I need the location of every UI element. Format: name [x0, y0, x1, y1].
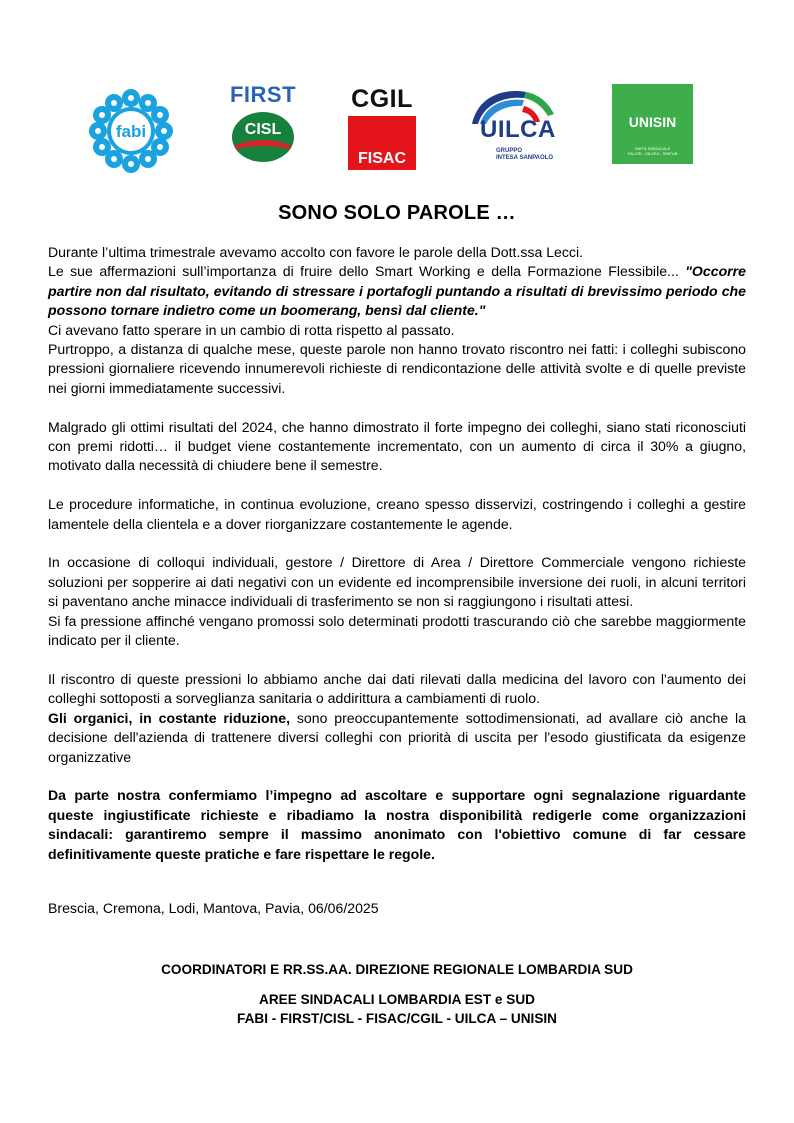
paragraph-spacer — [48, 476, 746, 495]
signature-line-3: FABI - FIRST/CISL - FISAC/CGIL - UILCA – UNISIN — [237, 1011, 557, 1026]
uilca-subtitle — [496, 148, 553, 162]
document-title: SONO SOLO PAROLE … — [278, 202, 516, 224]
unisin-subtitle — [612, 146, 693, 156]
unisin-logo — [612, 84, 693, 164]
unisin-subtitle-line1: UNITÀ SINDACALE — [634, 146, 671, 151]
quote-text: "Occorre partire non dal risultato, evitando di stressare i portafogli puntando a risultati di brevissimo periodo che possono tornare indietro come un boomerang, bensì dal cliente." — [48, 263, 746, 319]
unisin-logo-text: UNISIN — [628, 114, 677, 130]
unisin-subtitle-line2: FALCRI - SILCEA - SINFUB — [627, 151, 678, 156]
paragraph-quote-lead: Le sue affermazioni sull’importanza di fruire dello Smart Working e della Formazione Flessibile... — [48, 263, 686, 280]
uilca-logo-text: UILCA — [480, 116, 556, 143]
fabi-logo — [88, 88, 174, 174]
paragraph-products: Si fa pressione affinché vengano promossi solo determinati prodotti trascurando ciò che sarebbe maggiormente indicato per il cliente. — [48, 612, 746, 649]
paragraph-spacer — [48, 398, 746, 417]
paragraph-intro: Durante l’ultima trimestrale avevamo accolto con favore le parole della Dott.ssa Lecci. — [48, 244, 584, 260]
fabi-flower-icon — [88, 88, 174, 174]
paragraph-it-procedures: Le procedure informatiche, in continua evoluzione, creano spesso disservizi, costringendo i colleghi a gestire lamentele della clientela e a dover riorganizzare costantemente le agende. — [48, 496, 746, 532]
first-cisl-logo — [222, 82, 304, 168]
paragraph-hope: Ci avevano fatto sperare in un cambio di rotta rispetto al passato. — [48, 321, 455, 338]
paragraph-health: Il riscontro di queste pressioni lo abbiamo anche dai dati rilevati dalla medicina del lavoro con l'aumento dei colleghi sottoposti a sorveglianza sanitaria o addirittura a cambiamenti di ruolo. — [48, 670, 746, 707]
uilca-subtitle-line2: INTESA SANPAOLO — [496, 155, 554, 161]
staffing-text: sono preoccupantemente sottodimensionati, ad avallare ciò anche la decisione dell'azienda di trattenere diversi colleghi con priorità di uscita per l'esodo giustificata da esigenze organizzative — [48, 709, 747, 765]
paragraph-commitment: Da parte nostra confermiamo l’impegno ad ascoltare e supportare ogni segnalazione riguardante queste ingiustificate richieste e ribadiamo la nostra disponibilità redigerle come organizzazioni sindacali: garantiremo sempre il massimo anonimato con l'obiettivo comune di far cessare definitivamente queste pratiche e fare rispettare le regole. — [48, 787, 746, 862]
fisac-red-box — [348, 116, 416, 170]
paragraph-spacer — [48, 534, 746, 553]
paragraph-spacer — [48, 767, 746, 786]
cisl-logo-text: CISL — [244, 121, 282, 138]
cgil-logo-text: CGIL — [351, 85, 413, 113]
paragraph-staffing — [48, 709, 746, 767]
fisac-logo-text: FISAC — [358, 150, 406, 167]
staffing-bold: Gli organici, in costante riduzione, — [48, 709, 290, 726]
cisl-circle — [232, 112, 294, 162]
paragraph-pressures: Purtroppo, a distanza di qualche mese, queste parole non hanno trovato riscontro nei fatti: i colleghi subiscono pressioni giornaliere ricevendo innumerevoli richieste di rendicontazione delle attività svolte e di quelle previste nei giorni immediatamente successivi. — [48, 341, 746, 396]
fabi-logo-text: fabi — [115, 122, 147, 141]
uilca-subtitle-line1: GRUPPO — [496, 148, 523, 154]
paragraph-spacer — [48, 650, 746, 669]
cisl-red-arc — [232, 140, 294, 162]
logos-header — [0, 80, 794, 172]
signature-line-2: AREE SINDACALI LOMBARDIA EST e SUD — [259, 992, 535, 1007]
fisac-cgil-logo — [346, 84, 418, 170]
paragraph-quote — [48, 262, 746, 320]
paragraph-interviews: In occasione di colloqui individuali, gestore / Direttore di Area / Direttore Commerciale vengono richieste soluzioni per sopperire ai dati negativi con un evidente ed incomprensibile inversione dei ruoli, in alcuni territori si paventano anche minacce individuali di trasferimento se non si raggiungono i risultati attesi. — [48, 554, 746, 610]
document-body — [48, 243, 746, 864]
paragraph-budget: Malgrado gli ottimi risultati del 2024, che hanno dimostrato il forte impegno dei colleghi, siano stati riconosciuti con premi ridotti… il budget viene costantemente incrementato, con un aumento di circa il 30% a giugno, motivato dalla necessità di chiudere bene il semestre. — [48, 418, 746, 474]
place-date: Brescia, Cremona, Lodi, Mantova, Pavia, 06/06/2025 — [48, 900, 379, 916]
uilca-logo — [464, 86, 572, 168]
first-logo-text: FIRST — [229, 82, 297, 107]
signature-line-1: COORDINATORI E RR.SS.AA. DIREZIONE REGIONALE LOMBARDIA SUD — [161, 962, 633, 977]
